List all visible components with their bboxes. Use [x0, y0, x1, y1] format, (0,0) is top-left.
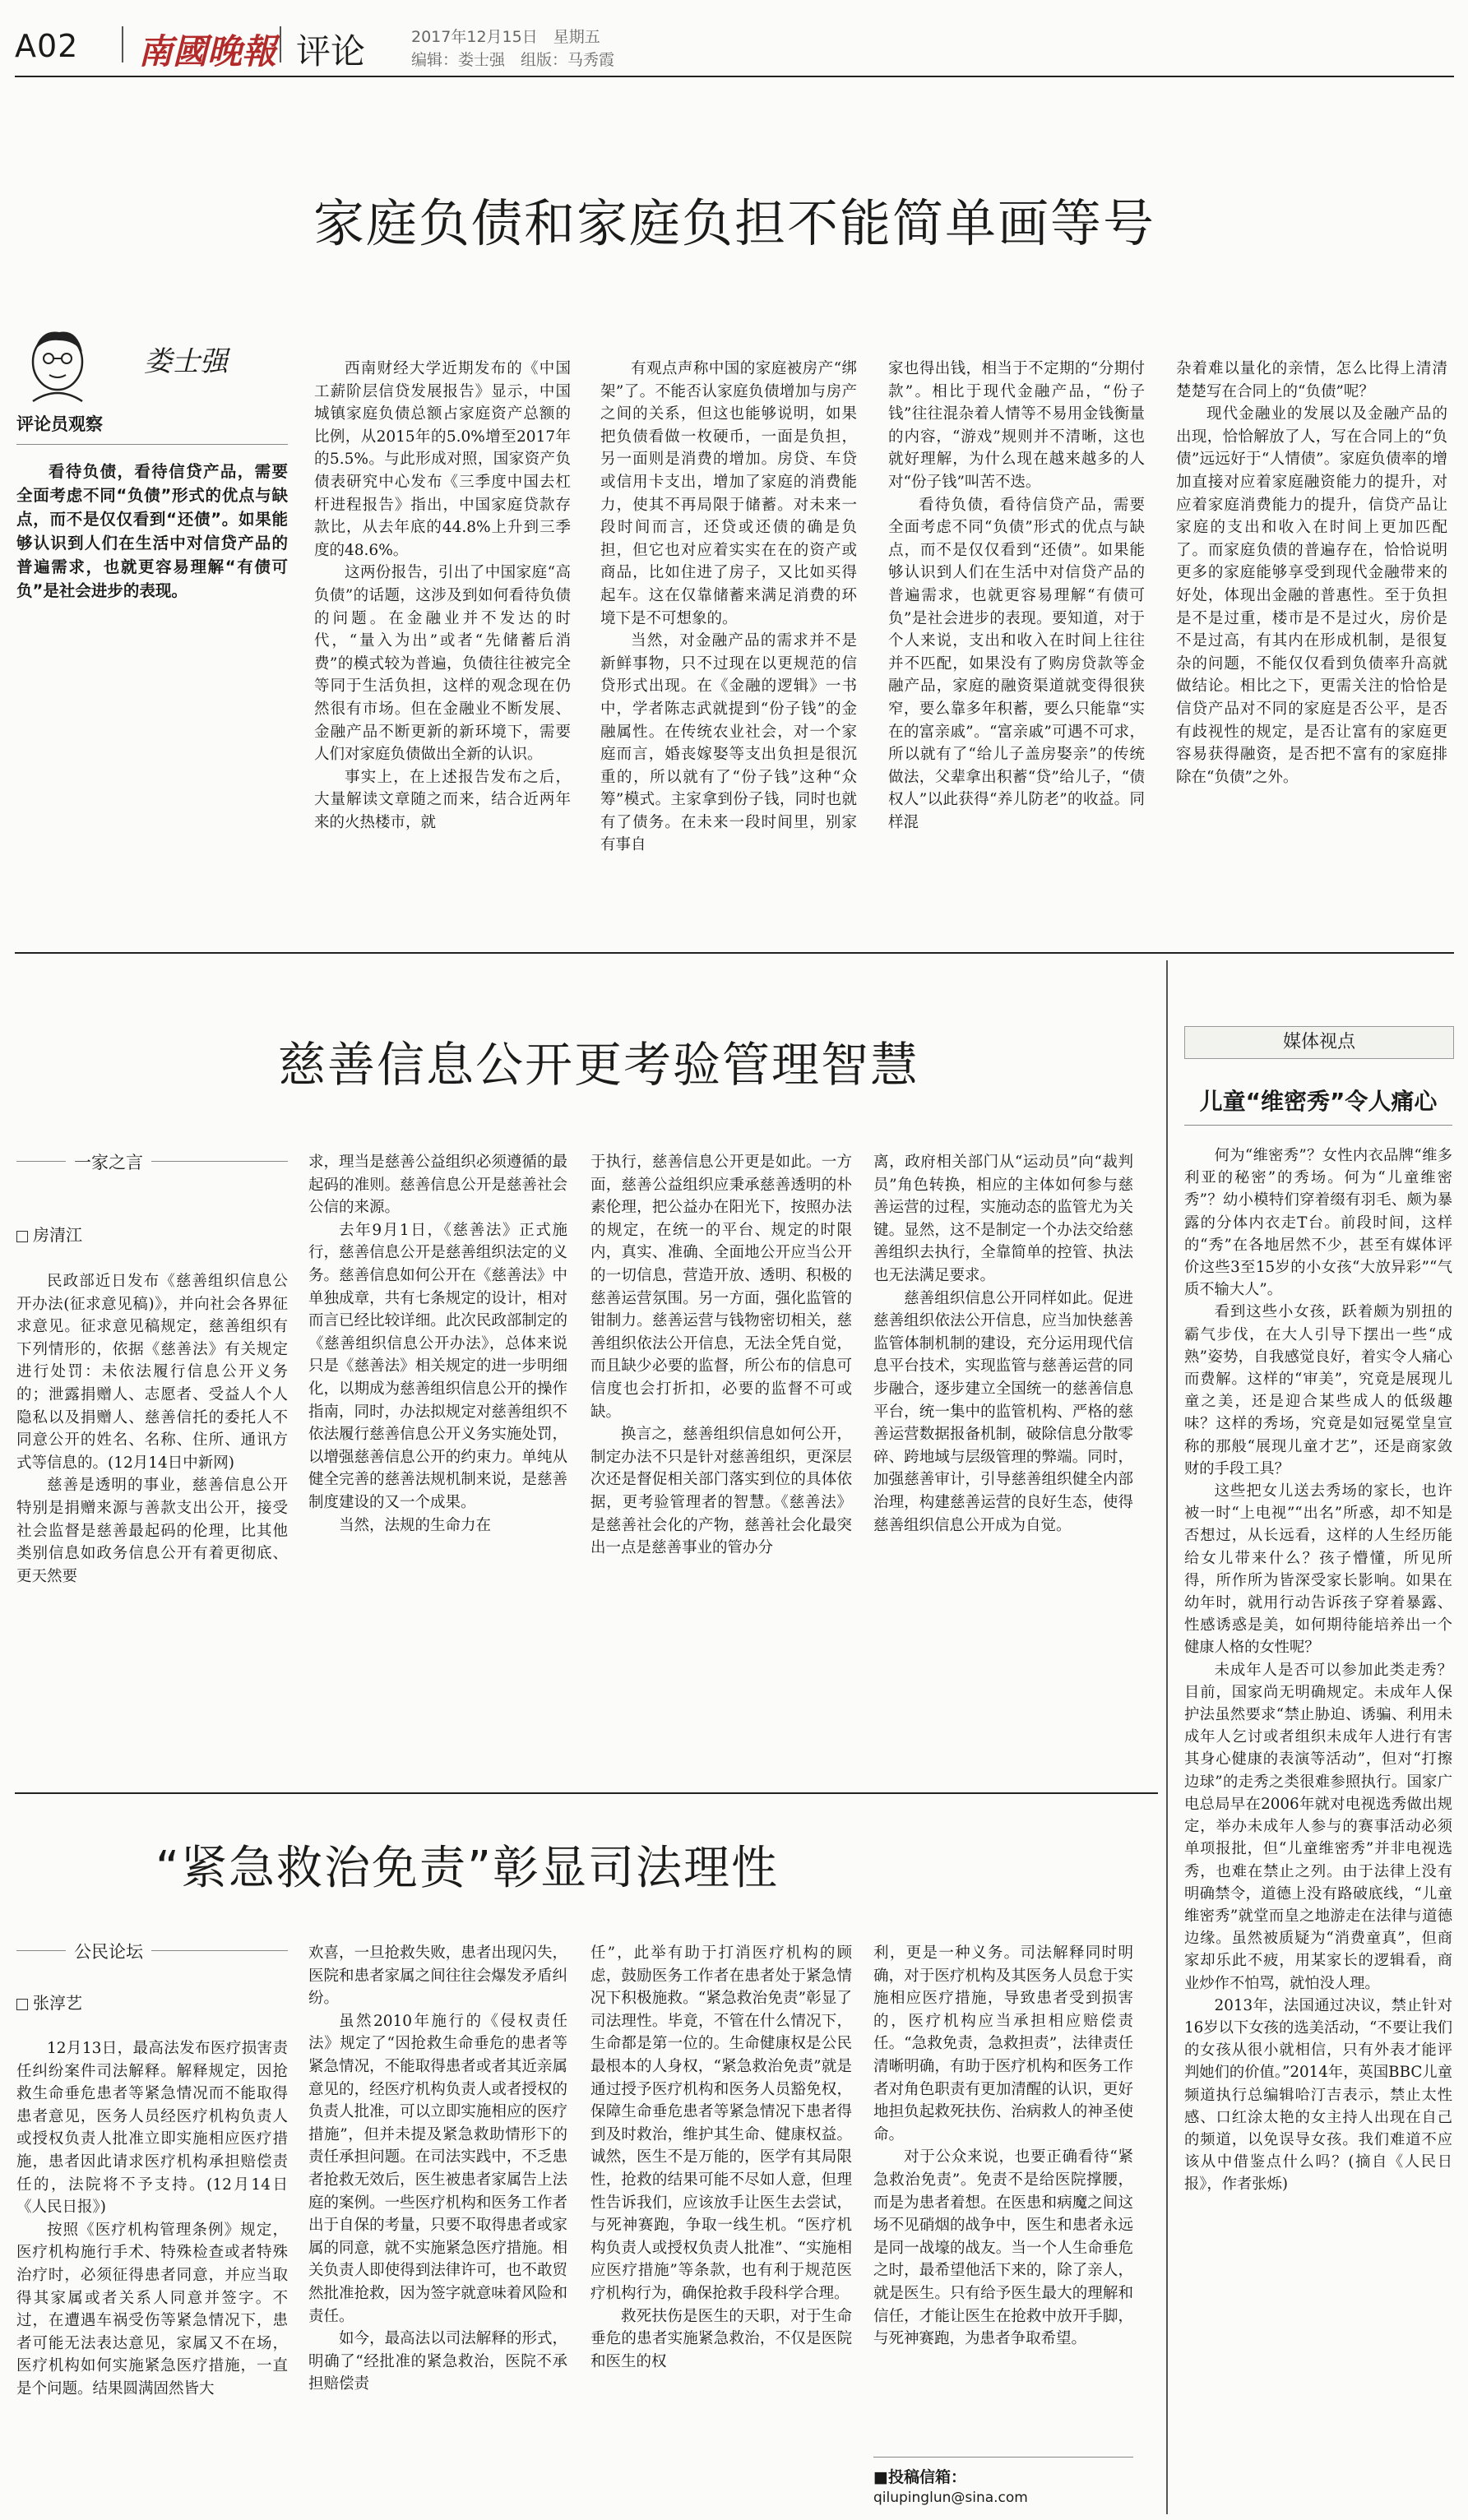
article1-column-4: [1176, 358, 1447, 933]
paragraph: 家也得出钱，相当于不定期的“分期付款”。相比于现代金融产品，“份子钱”往往混杂着人情等不易用金钱衡量的内容，“游戏”规则并不清晰，这也就好理解，为什么现在越来越多的人对“份子钱”叫苦不迭。: [888, 360, 1145, 491]
paragraph: 这些把女儿送去秀场的家长，也许被一时“上电视”“出名”所惑，却不知是否想过，从长远看，这样的人生经历能给女儿带来什么？孩子懵懂，所见所得，所作所为皆深受家长影响。如果在幼年时，就用行动告诉孩子穿着暴露、性感诱惑是美，如何期待能培养出一个健康人格的女性呢？: [1184, 1482, 1452, 1657]
contact-email[interactable]: qilupinglun@sina.com: [873, 2490, 1028, 2506]
byline-box-icon: [16, 1231, 28, 1242]
paragraph: 如今，最高法以司法解释的形式，明确了“经批准的紧急救治，医院不承担赔偿责: [308, 2330, 567, 2393]
column-name: 评论员观察: [16, 414, 103, 434]
paragraph: 杂着难以量化的亲情，怎么比得上清清楚楚写在合同上的“负债”呢？: [1176, 360, 1447, 400]
article3-column-3: [590, 1942, 852, 2513]
columnist-portrait-icon: [16, 322, 99, 405]
author-name: 房清江: [33, 1225, 82, 1245]
paragraph: 有观点声称中国的家庭被房产“绑架”了。不能否认家庭负债增加与房产之间的关系，但这也能够说明，如果把负债看做一枚硬币，一面是负担，另一面则是消费的增加。房贷、车贷或信用卡支出，增加了家庭的消费能力，使其不再局限于储蓄。对未来一段时间而言，还贷或还债的确是负担，但它也对应着实实在在的资产或商品，比如住进了房子，又比如买得起车。这在仅靠储蓄来满足消费的环境下是不可想象的。: [600, 360, 857, 627]
article2-headline: 慈善信息公开更考验管理智慧: [277, 1037, 919, 1093]
paragraph: 这两份报告，引出了中国家庭“高负债”的话题，这涉及到如何看待负债的问题。在金融业并不发达的时代，“量入为出”或者“先储蓄后消费”的模式较为普遍，负债往往被完全等同于生活负担，这样的观念现在仍然很有市场。但在金融业不断发展、金融产品不断更新的新环境下，需要人们对家庭负债做出全新的认识。: [314, 564, 571, 764]
paragraph: 事实上，在上述报告发布之后，大量解读文章随之而来，结合近两年来的火热楼市，就: [314, 768, 571, 831]
section-rule: [15, 1792, 1158, 1794]
paragraph: 求，理当是慈善公益组织必须遵循的最起码的准则。慈善信息公开是慈善社会公信的来源。: [308, 1154, 567, 1217]
paragraph: 西南财经大学近期发布的《中国工薪阶层信贷发展报告》显示，中国城镇家庭负债总额占家庭资产总额的比例，从2015年的5.0%增至2017年的5.5%。与此形成对照，国家资产负债表研究中心发布《三季度中国去杠杆进程报告》指出，中国家庭贷款存款比，从去年底的44.8%上升到三季度的48.6%。: [314, 360, 571, 559]
issue-date: 2017年12月15日 星期五: [411, 28, 600, 46]
contact-rule: [873, 2457, 1133, 2458]
page-number: A02: [15, 28, 79, 64]
author-name: 张淳艺: [33, 1993, 82, 2013]
article3-column-1: [16, 2037, 288, 2514]
sidebar-rule: [1184, 1125, 1452, 1126]
paragraph: 民政部近日发布《慈善组织信息公开办法(征求意见稿)》，并向社会各界征求意见。征求意见稿规定，慈善组织有下列情形的，依据《慈善法》有关规定进行处罚：未依法履行信息公开义务的；泄露捐赠人、志愿者、受益人个人隐私以及捐赠人、慈善信托的委托人不同意公开的姓名、名称、住所、通讯方式等信息的。(12月14日中新网): [16, 1273, 288, 1472]
column-rule: [16, 1950, 288, 1951]
section-name: 评论: [296, 31, 366, 72]
paragraph: 去年9月1日，《慈善法》正式施行，慈善信息公开是慈善组织法定的义务。慈善信息如何公开在《慈善法》中单独成章，共有七条规定的设计，相对而言已经比较详细。此次民政部制定的《慈善组织信息公开办法》，总体来说只是《慈善法》相关规定的进一步明细化，以期成为慈善组织信息公开的操作指南，同时，办法拟规定对慈善组织不依法履行慈善信息公开义务实施处罚，以增强慈善信息公开的约束力。单纯从健全完善的慈善法规机制来说，是慈善制度建设的又一个成果。: [308, 1221, 567, 1511]
paragraph: 2013年，法国通过决议，禁止针对16岁以下女孩的选美活动，“不要让我们的女孩从很小就相信，只有外表才能评判她们的价值。”2014年，英国BBC儿童频道执行总编辑哈汀吉表示，禁止太性感、口红涂太艳的女主持人出现在自己的频道，以免误导女孩。我们难道不应该从中借鉴点什么吗？(摘自《人民日报》，作者张烁): [1184, 1996, 1452, 2194]
paragraph: 换言之，慈善组织信息如何公开，制定办法不只是针对慈善组织，更深层次还是督促相关部门落实到位的具体依据，更考验管理者的智慧。《慈善法》是慈善社会化的产物，慈善社会化最突出一点是慈善事业的管办分: [590, 1426, 852, 1557]
contact-label: ■投稿信箱：: [873, 2468, 966, 2486]
sidebar-divider: [1166, 960, 1168, 2514]
header-divider: [122, 26, 123, 62]
article2-column-3: [590, 1151, 852, 1776]
article3-column-4: [873, 1942, 1133, 2450]
paragraph: 慈善是透明的事业，慈善信息公开特别是捐赠来源与善款支出公开，接受社会监督是慈善最起码的伦理，比其他类别信息如政务信息公开有着更彻底、更天然要: [16, 1477, 288, 1585]
header-divider: [280, 26, 281, 62]
article1-column-1: [314, 358, 571, 933]
paragraph: 对于公众来说，也要正确看待“紧急救治免责”。免责不是给医院撑腰，而是为患者着想。在医患和病魔之间这场不见硝烟的战争中，医生和患者永远是同一战壕的战友。当一个人生命垂危之时，最希望他活下来的，除了亲人，就是医生。只有给予医生最大的理解和信任，才能让医生在抢救中放开手脚，与死神赛跑，为患者争取希望。: [873, 2148, 1133, 2348]
paragraph: 利，更是一种义务。司法解释同时明确，对于医疗机构及其医务人员怠于实施相应医疗措施，导致患者受到损害的，医疗机构应当承担相应赔偿责任。“急救免责，急救担责”，法律责任清晰明确，有助于医疗机构和医务工作者对角色职责有更加清醒的认识，更好地担负起救死扶伤、治病救人的神圣使命。: [873, 1944, 1133, 2143]
header-rule: [15, 76, 1454, 77]
sidebar-body: [1184, 1144, 1452, 2513]
column-rule: [16, 444, 288, 445]
article1-lead: 看待负债，看待信贷产品，需要全面考虑不同“负债”形式的优点与缺点，而不是仅仅看到“还债”。如果能够认识到人们在生活中对信贷产品的普遍需求，也就更容易理解“有债可负”是社会进步的表现。: [16, 462, 288, 600]
sidebar-title: 儿童“维密秀”令人痛心: [1199, 1088, 1438, 1115]
paragraph: 当然，法规的生命力在: [339, 1516, 492, 1534]
editor-credits: 编辑：娄士强 组版：马秀霞: [411, 51, 615, 69]
byline-box-icon: [16, 1999, 28, 2010]
column-name: 一家之言: [66, 1149, 151, 1174]
author-byline: [16, 1990, 82, 2014]
article2-column-2: [308, 1151, 567, 1776]
article3-headline: “紧急救治免责”彰显司法理性: [155, 1842, 780, 1895]
paragraph: 现代金融业的发展以及金融产品的出现，恰恰解放了人，写在合同上的“负债”远远好于“人情债”。家庭负债率的增加直接对应着家庭融资能力的提升，对应着家庭消费能力的提升，信贷产品让家庭的支出和收入在时间上更加匹配了。而家庭负债的普遍存在，恰恰说明更多的家庭能够享受到现代金融带来的好处，体现出金融的普惠性。至于负担是不是过重，楼市是不是过火，房价是不是过高，有其内在形成机制，是很复杂的问题，不能仅仅看到负债率升高就做结论。相比之下，更需关注的恰恰是信贷产品对不同的家庭是否公平，是否有歧视性的规定，是否让富有的家庭更容易获得融资，是否把不富有的家庭排除在“负债”之外。: [1176, 405, 1447, 786]
paragraph: 慈善组织信息公开同样如此。促进慈善组织依法公开信息，应当加快慈善监管体制机制的建设，充分运用现代信息平台技术，实现监管与慈善运营的同步融合，逐步建立全国统一的慈善信息平台，统一集中的监管机构、严格的慈善运营数据报备机制，破除信息分散零碎、跨地域与层级管理的弊端。同时，加强慈善审计，引导慈善组织健全内部治理，构建慈善运营的良好生态，使得慈善组织信息公开成为自觉。: [873, 1289, 1133, 1534]
section-rule: [15, 952, 1454, 954]
paragraph: 离，政府相关部门从“运动员”向“裁判员”角色转换，相应的主体如何参与慈善运营的过程，实施动态的监管尤为关键。显然，这不是制定一个办法交给慈善组织去执行，全靠简单的控管、执法也无法满足要求。: [873, 1154, 1133, 1284]
column-name: 公民论坛: [66, 1939, 151, 1963]
paragraph: 看待负债，看待信贷产品，需要全面考虑不同“负债”形式的优点与缺点，而不是仅仅看到“还债”。如果能够认识到人们在生活中对信贷产品的普遍需求，也就更容易理解“有债可负”是社会进步的表现。要知道，对于个人来说，支出和收入在时间上往往并不匹配，如果没有了购房贷款等金融产品，家庭的融资渠道就变得很狭窄，要么靠多年积蓄，要么只能靠“实在的富亲戚”。“富亲戚”可遇不可求，所以就有了“给儿子盖房娶亲”的传统做法，父辈拿出积蓄“贷”给儿子，“债权人”以此获得“养儿防老”的收益。同样混: [888, 496, 1145, 831]
paragraph: 按照《医疗机构管理条例》规定，医疗机构施行手术、特殊检查或者特殊治疗时，必须征得患者同意，并应当取得其家属或者关系人同意并签字。不过，在遭遇车祸受伤等紧急情况下，患者可能无法表达意见，家属又不在场，医疗机构如何实施紧急医疗措施，一直是个问题。结果圆满固然皆大: [16, 2221, 288, 2397]
article1-column-3: [888, 358, 1145, 933]
paragraph: 救死扶伤是医生的天职，对于生命垂危的患者实施紧急救治，不仅是医院和医生的权: [590, 2307, 852, 2370]
paragraph: 看到这些小女孩，跃着颇为别扭的霸气步伐，在大人引导下摆出一些“成熟”姿势，自我感觉良好，着实令人痛心而费解。这样的“审美”，究竟是展现儿童之美，还是迎合某些成人的低级趣味？这样的秀场，究竟是如冠冕堂皇宣称的那般“展现儿童才艺”，还是商家敛财的手段工具？: [1184, 1303, 1452, 1477]
article1-column-2: [600, 358, 857, 933]
paragraph: 何为“维密秀”？女性内衣品牌“维多利亚的秘密”的秀场。何为“儿童维密秀”？幼小模特们穿着缀有羽毛、颇为暴露的分体内衣走T台。前段时间，这样的“秀”在各地居然不少，甚至有媒体评价这些3至15岁的小女孩“大放异彩”“气质不输大人”。: [1184, 1147, 1452, 1299]
newspaper-logo: 南國晚報: [138, 31, 277, 72]
article1-headline: 家庭负债和家庭负担不能简单画等号: [313, 193, 1155, 253]
column-rule: [16, 1161, 288, 1162]
article2-column-1: [16, 1270, 288, 1780]
paragraph: 于执行，慈善信息公开更是如此。一方面，慈善公益组织应秉承慈善透明的朴素伦理，把公益办在阳光下，按照办法的规定，在统一的平台、规定的时限内，真实、准确、全面地公开应当公开的一切信息，营造开放、透明、积极的慈善运营氛围。另一方面，强化监管的钳制力。慈善运营与钱物密切相关，慈善组织依法公开信息，无法全凭自觉，而且缺少必要的监督，所公布的信息可信度也会打折扣，必要的监督不可或缺。: [590, 1154, 852, 1421]
paragraph: 当然，对金融产品的需求并不是新鲜事物，只不过现在以更规范的信贷形式出现。在《金融的逻辑》一书中，学者陈志武就提到“份子钱”的金融属性。在传统农业社会，对一个家庭而言，婚丧嫁娶等支出负担是很沉重的，所以就有了“份子钱”这种“众筹”模式。主家拿到份子钱，同时也就有了债务。在未来一段时间里，别家有事自: [600, 632, 857, 854]
paragraph: 虽然2010年施行的《侵权责任法》规定了“因抢救生命垂危的患者等紧急情况，不能取得患者或者其近亲属意见的，经医疗机构负责人或者授权的负责人批准，可以立即实施相应的医疗措施”，但并未提及紧急救助情形下的责任承担问题。在司法实践中，不乏患者抢救无效后，医生被患者家属告上法庭的案例。一些医疗机构和医务工作者出于自保的考量，只要不取得患者或家属的同意，就不实施紧急医疗措施。相关负责人即使得到法律许可，也不敢贸然批准抢救，因为签字就意味着风险和责任。: [308, 2012, 567, 2325]
paragraph: 任”，此举有助于打消医疗机构的顾虑，鼓励医务工作者在患者处于紧急情况下积极施救。“紧急救治免责”彰显了司法理性。毕竟，不管在什么情况下，生命都是第一位的。生命健康权是公民最根本的人身权，“紧急救治免责”就是通过授予医疗机构和医务人员豁免权，保障生命垂危患者等紧急情况下患者得到及时救治，维护其生命、健康权益。诚然，医生不是万能的，医学有其局限性，抢救的结果可能不尽如人意，但理性告诉我们，应该放手让医生去尝试，与死神赛跑，争取一线生机。“医疗机构负责人或授权负责人批准”、“实施相应医疗措施”等条款，也有利于规范医疗机构行为，确保抢救手段科学合理。: [590, 1944, 852, 2302]
article2-column-4: [873, 1151, 1133, 1776]
paragraph: 未成年人是否可以参加此类走秀？目前，国家尚无明确规定。未成年人保护法虽然要求“禁止胁迫、诱骗、利用未成年人乞讨或者组织未成年人进行有害其身心健康的表演等活动”，但对“打擦边球”的走秀之类很难参照执行。国家广电总局早在2006年就对电视选秀做出规定，举办未成年人参与的赛事活动必须单项报批，但“儿童维密秀”并非电视选秀，也难在禁止之列。由于法律上没有明确禁令，道德上没有路破底线，“儿童维密秀”就堂而皇之地游走在法律与道德边缘。虽然被质疑为“消费童真”，但商家却乐此不疲，用某家长的逻辑看，商业炒作不怕骂，就怕没人理。: [1184, 1661, 1452, 1992]
article1-sidebar: [16, 322, 288, 603]
paragraph: 12月13日，最高法发布医疗损害责任纠纷案件司法解释。解释规定，因抢救生命垂危患者等紧急情况而不能取得患者意见，医务人员经医疗机构负责人或授权负责人批准立即实施相应医疗措施，患者因此请求医疗机构承担赔偿责任的，法院将不予支持。(12月14日《人民日报》): [16, 2040, 288, 2217]
author-byline: [16, 1222, 82, 1246]
sidebar-label: 媒体视点: [1184, 1026, 1454, 1059]
columnist-signature: 娄士强: [144, 345, 228, 378]
paragraph: 欢喜，一旦抢救失败，患者出现闪失，医院和患者家属之间往往会爆发矛盾纠纷。: [308, 1944, 567, 2008]
article3-column-2: [308, 1942, 567, 2513]
